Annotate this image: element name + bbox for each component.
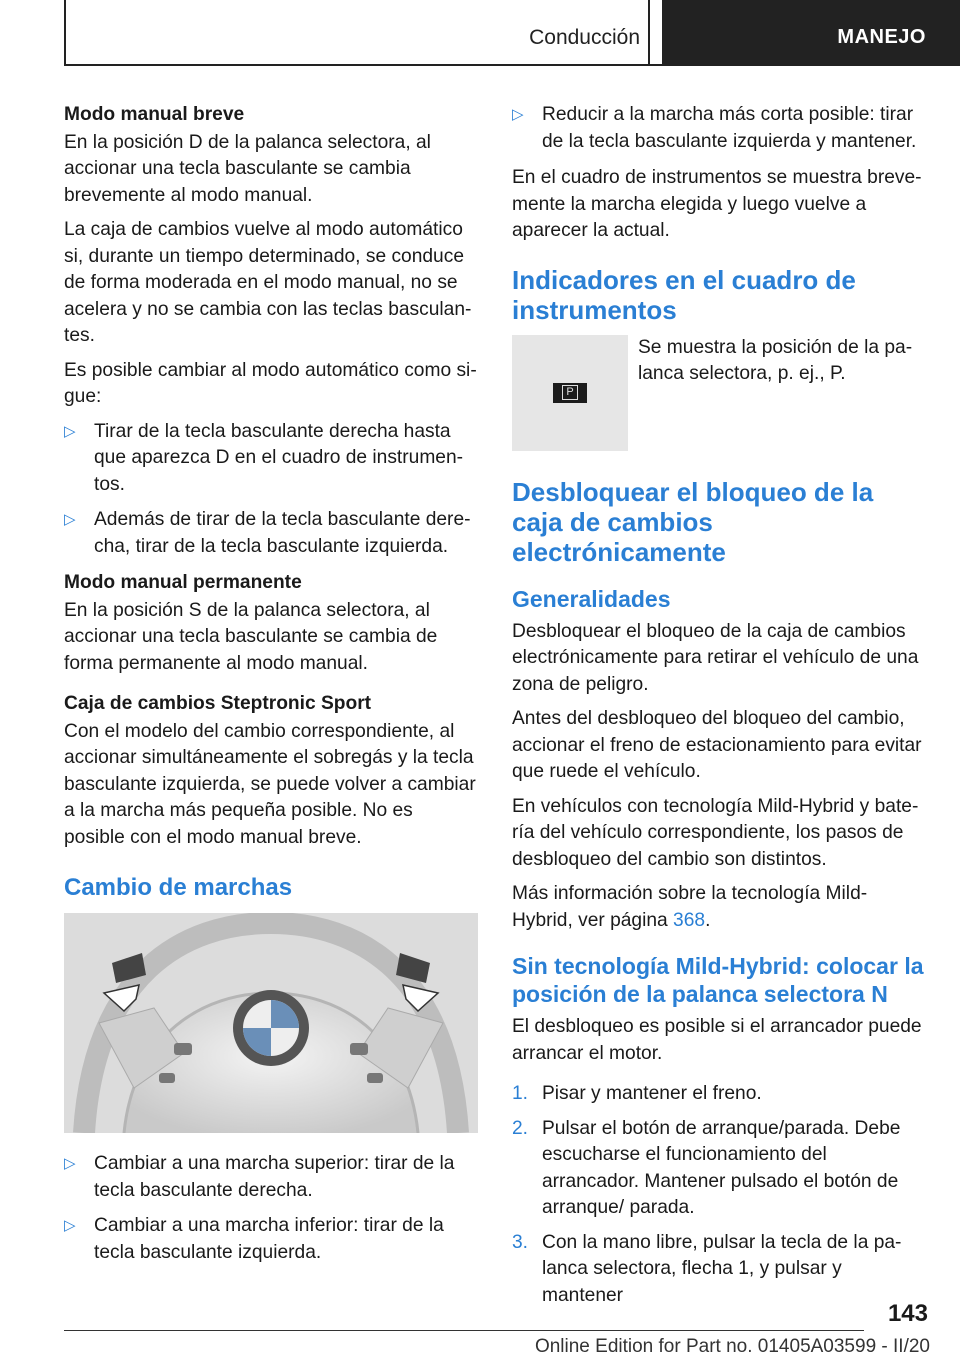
footer-edition: Online Edition for Part no. 01405A03599 - II/20: [534, 1336, 930, 1357]
park-indicator-letter: P: [562, 385, 577, 400]
left-column: [64, 102, 478, 1276]
list-item-text: Cambiar a una marcha inferior: tirar de la tecla basculante izquierda.: [94, 1215, 444, 1263]
subheading-brief-manual: Modo manual breve: [64, 104, 245, 125]
paragraph: En la posición S de la palanca selectora, al accionar una tecla basculante se cambia de forma permanente al modo manual.: [64, 599, 438, 674]
step-text: Pisar y mantener el freno.: [542, 1083, 762, 1104]
paragraph: Antes del desbloqueo del bloqueo del cambio, accionar el freno de estacionamiento para evitar que ruede el vehículo.: [512, 708, 922, 782]
right-column: [512, 102, 924, 1317]
footer-rule: [64, 1330, 864, 1331]
paragraph-text: Más información sobre la tecnología Mild-Hybrid, ver página: [512, 883, 868, 931]
section-title: Conducción: [529, 26, 640, 49]
step-number: 1.: [512, 1083, 529, 1104]
list-item-text: Tirar de la tecla basculante derecha hasta que aparezca D en el cuadro de instrumentos.: [94, 420, 464, 495]
step-text: Pulsar el botón de arranque/parada. Debe escucharse el funcionamiento del arrancador. Mantener pulsado el botón de arranque/ parada.: [542, 1117, 901, 1218]
paragraph: Es posible cambiar al modo automático como sigue:: [64, 359, 477, 407]
step-number: 2.: [512, 1117, 529, 1139]
heading-instrument-indicators: Indicadores en el cuadro de instrumentos: [512, 264, 856, 325]
heading-general: Generalidades: [512, 585, 671, 612]
paragraph: El desbloqueo es posible si el arrancador puede arrancar el motor.: [512, 1016, 922, 1064]
list-item-text: Cambiar a una marcha superior: tirar de la tecla basculante derecha.: [94, 1153, 455, 1201]
step-item: [512, 1081, 924, 1108]
triangle-bullet-icon: ▷: [64, 1217, 76, 1234]
park-indicator-icon: [553, 383, 587, 403]
header-rule-right: [648, 0, 650, 66]
bullet-list: [512, 102, 924, 155]
paragraph: Con el modelo del cambio correspondiente, al accionar simultáneamente el sobregás y la tecla basculante izquierda, se puede volver a cambiar a la marcha más pequeña posible. No es posible con el modo manual breve.: [64, 720, 476, 848]
indicator-caption: Se muestra la posición de la palanca selectora, p. ej., P.: [638, 336, 913, 384]
steps-list: [512, 1081, 924, 1309]
triangle-bullet-icon: ▷: [64, 1155, 76, 1172]
paragraph: En el cuadro de instrumentos se muestra brevemente la marcha elegida y luego vuelve a aparecer la actual.: [512, 167, 922, 241]
paragraph: Desbloquear el bloqueo de la caja de cambios electrónicamente para retirar el vehículo de una zona de peligro.: [512, 620, 919, 695]
steering-wheel-image: [64, 913, 478, 1133]
paragraph: En la posición D de la palanca selectora, al accionar una tecla basculante se cambia brevemente al modo manual.: [64, 131, 431, 206]
chapter-title: MANEJO: [837, 25, 926, 48]
paragraph: La caja de cambios vuelve al modo automático si, durante un tiempo determinado, se conduce de forma moderada en el modo manual, no se acelera y no se cambia con las teclas basculantes.: [64, 219, 472, 346]
paragraph-text: .: [705, 909, 711, 931]
subheading-steptronic: Caja de cambios Steptronic Sport: [64, 693, 372, 714]
triangle-bullet-icon: ▷: [512, 106, 524, 123]
step-item: [512, 1116, 924, 1222]
page-link[interactable]: 368: [673, 909, 706, 931]
list-item: [64, 1213, 478, 1266]
bullet-list: [64, 419, 478, 561]
indicator-figure: [512, 335, 924, 451]
subheading-permanent-manual: Modo manual permanente: [64, 572, 302, 593]
step-text: Con la mano libre, pulsar la tecla de la palanca selectora, flecha 1, y pulsar y mantener: [542, 1231, 902, 1306]
step-number: 3.: [512, 1231, 529, 1253]
list-item-text: Reducir a la marcha más corta posible: tirar de la tecla basculante izquierda y mantener.: [542, 104, 917, 152]
heading-without-mild-hybrid: Sin tecnología Mild-Hybrid: colocar la posición de la palanca selectora N: [512, 953, 924, 1007]
triangle-bullet-icon: ▷: [64, 422, 76, 440]
page-number: 143: [887, 1300, 928, 1327]
step-item: [512, 1230, 924, 1310]
list-item: [64, 507, 478, 560]
list-item-text: Además de tirar de la tecla basculante derecha, tirar de la tecla basculante izquierda.: [94, 509, 471, 557]
list-item: [512, 102, 924, 155]
triangle-bullet-icon: ▷: [64, 511, 76, 528]
list-item: [64, 419, 478, 499]
header-rule: [66, 64, 662, 66]
paragraph: En vehículos con tecnología Mild-Hybrid y batería del vehículo correspondiente, los pasos de desbloqueo del cambio son distintos.: [512, 795, 919, 870]
heading-unlock-gearbox: Desbloquear el bloqueo de la caja de cambios electrónicamente: [512, 476, 874, 567]
heading-gear-change: Cambio de marchas: [64, 874, 293, 901]
gear-display-image: [512, 335, 628, 451]
paragraph: [512, 881, 924, 934]
chapter-tab[interactable]: [662, 0, 960, 66]
bullet-list: [64, 1151, 478, 1266]
list-item: [64, 1151, 478, 1204]
header-rule-left: [64, 0, 66, 66]
page-header: [0, 0, 960, 66]
